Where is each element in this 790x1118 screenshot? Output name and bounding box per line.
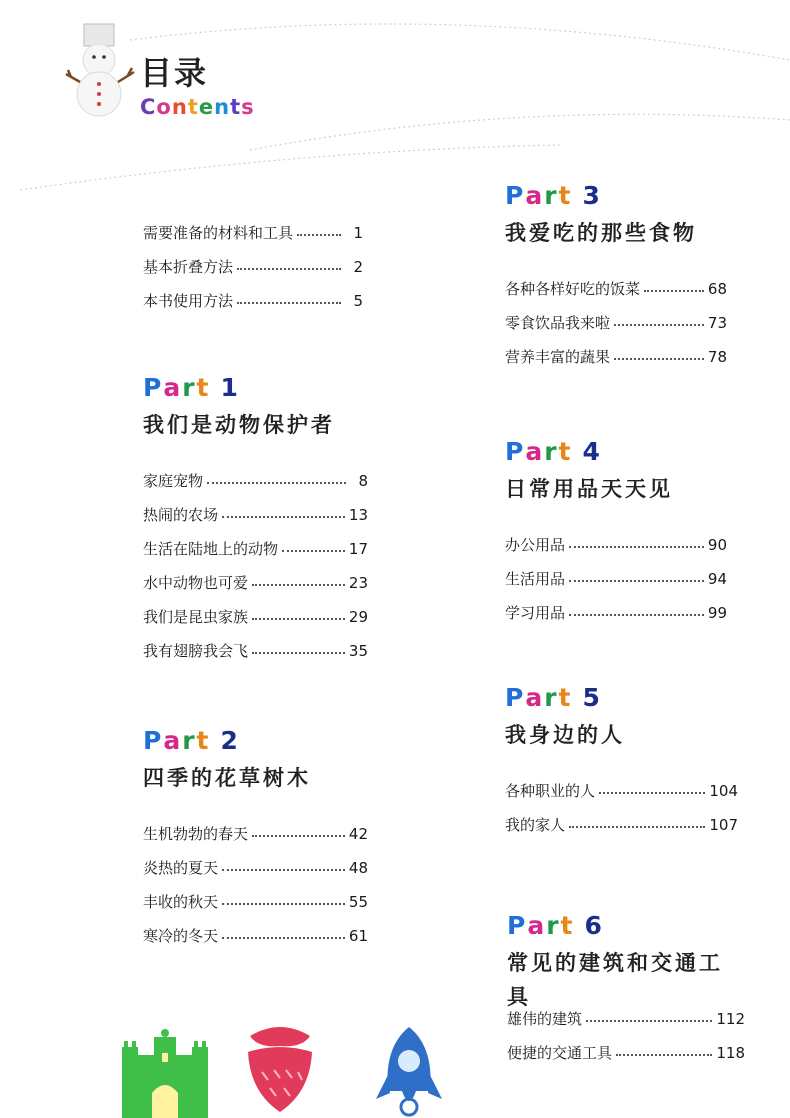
toc-leader-dots (237, 302, 341, 304)
part-label-letter: P (505, 437, 526, 466)
toc-page-number: 61 (348, 927, 368, 945)
toc-entry[interactable] (143, 600, 368, 634)
part-4-label (505, 436, 727, 468)
toc-entry-label: 寒冷的冬天 (143, 927, 219, 945)
part-4-title: 日常用品天天见 (505, 476, 673, 501)
toc-entry[interactable] (143, 532, 368, 566)
toc-entry[interactable] (143, 919, 368, 953)
toc-page-number: 73 (707, 314, 727, 332)
part-number: 1 (220, 373, 240, 402)
toc-entry[interactable] (505, 562, 727, 596)
part-1-title: 我们是动物保护者 (143, 412, 335, 437)
toc-entry-label: 丰收的秋天 (143, 893, 219, 911)
part-label-letter: t (558, 683, 573, 712)
toc-leader-dots (569, 580, 704, 582)
part-label-letter: a (525, 437, 545, 466)
part-6-section (507, 910, 745, 1070)
part-label-letter: P (505, 181, 526, 210)
part-label-letter: r (546, 911, 561, 940)
toc-entry-label: 水中动物也可爱 (143, 574, 249, 592)
toc-page-number: 13 (348, 506, 368, 524)
toc-page-number: 23 (348, 574, 368, 592)
toc-page-number: 94 (707, 570, 727, 588)
toc-leader-dots (616, 1054, 712, 1056)
toc-leader-dots (569, 826, 705, 828)
toc-entry[interactable] (143, 851, 368, 885)
part-5-section (505, 682, 738, 842)
toc-entry-label: 各种各样好吃的饭菜 (505, 280, 641, 298)
toc-entry-label: 便捷的交通工具 (507, 1044, 613, 1062)
part-2-title: 四季的花草树木 (143, 765, 311, 790)
toc-entry[interactable] (507, 1036, 745, 1070)
part-label-letter: t (558, 181, 573, 210)
toc-entry-label: 营养丰富的蔬果 (505, 348, 611, 366)
part-number: 6 (584, 911, 604, 940)
toc-leader-dots (297, 234, 341, 236)
part-label-letter: a (527, 911, 547, 940)
toc-entry[interactable] (143, 498, 368, 532)
toc-page-number: 17 (348, 540, 368, 558)
toc-page-number: 104 (709, 782, 738, 800)
part-2-label (143, 725, 368, 757)
part-label-letter: t (196, 373, 211, 402)
toc-leader-dots (644, 290, 704, 292)
toc-page-number: 35 (348, 642, 368, 660)
part-2-section (143, 725, 368, 953)
part-number: 4 (582, 437, 602, 466)
part-6-title: 常见的建筑和交通工具 (507, 950, 723, 1009)
contents-letter: n (214, 95, 231, 119)
contents-letter: e (198, 95, 215, 119)
toc-leader-dots (252, 652, 345, 654)
part-number: 5 (582, 683, 602, 712)
toc-entry-label: 各种职业的人 (505, 782, 596, 800)
toc-page-number: 55 (348, 893, 368, 911)
toc-leader-dots (222, 937, 345, 939)
part-label-letter: r (544, 437, 559, 466)
intro-toc-list (143, 216, 363, 318)
toc-entry[interactable] (143, 250, 363, 284)
toc-entry[interactable] (143, 464, 368, 498)
toc-leader-dots (599, 792, 705, 794)
toc-page-number: 5 (353, 292, 363, 310)
toc-page-number: 42 (348, 825, 368, 843)
toc-entry-label: 需要准备的材料和工具 (143, 224, 294, 242)
part-label-letter: r (544, 181, 559, 210)
toc-leader-dots (252, 835, 345, 837)
part-5-toc-list (505, 774, 738, 842)
toc-page-number: 118 (716, 1044, 745, 1062)
contents-letter: t (230, 95, 242, 119)
toc-entry-label: 炎热的夏天 (143, 859, 219, 877)
part-5-title: 我身边的人 (505, 722, 625, 747)
rocket-icon (372, 1025, 446, 1118)
part-label-letter: a (163, 726, 183, 755)
part-6-toc-list (507, 1002, 745, 1070)
contents-letter: C (140, 95, 157, 119)
toc-leader-dots (252, 618, 345, 620)
toc-leader-dots (614, 324, 704, 326)
toc-entry-label: 基本折叠方法 (143, 258, 234, 276)
toc-entry-label: 热闹的农场 (143, 506, 219, 524)
toc-entry-label: 家庭宠物 (143, 472, 204, 490)
part-label-letter: P (143, 373, 164, 402)
toc-entry[interactable] (143, 566, 368, 600)
part-label-letter: a (525, 683, 545, 712)
toc-entry[interactable] (505, 306, 727, 340)
toc-entry-label: 零食饮品我来啦 (505, 314, 611, 332)
toc-page-number: 68 (707, 280, 727, 298)
toc-entry[interactable] (143, 817, 368, 851)
part-label-letter: r (544, 683, 559, 712)
toc-entry-label: 雄伟的建筑 (507, 1010, 583, 1028)
toc-entry-label: 生机勃勃的春天 (143, 825, 249, 843)
contents-subtitle (140, 95, 255, 119)
contents-letter: t (187, 95, 199, 119)
toc-page-number: 90 (707, 536, 727, 554)
toc-entry-label: 生活在陆地上的动物 (143, 540, 279, 558)
toc-entry[interactable] (143, 885, 368, 919)
toc-entry-label: 我有翅膀我会飞 (143, 642, 249, 660)
toc-entry[interactable] (505, 596, 727, 630)
toc-leader-dots (237, 268, 341, 270)
part-number: 2 (220, 726, 240, 755)
part-1-section (143, 372, 368, 668)
toc-entry-label: 本书使用方法 (143, 292, 234, 310)
toc-leader-dots (569, 614, 704, 616)
part-3-label (505, 180, 727, 212)
part-1-label (143, 372, 368, 404)
toc-entry[interactable] (143, 216, 363, 250)
part-label-letter: t (558, 437, 573, 466)
part-6-label (507, 910, 745, 942)
toc-entry[interactable] (505, 340, 727, 374)
toc-leader-dots (282, 550, 345, 552)
toc-leader-dots (207, 482, 346, 484)
part-5-label (505, 682, 738, 714)
intro-section (143, 216, 363, 318)
toc-page-number: 112 (716, 1010, 745, 1028)
toc-entry[interactable] (505, 272, 727, 306)
toc-entry[interactable] (143, 284, 363, 318)
toc-page-number: 8 (358, 472, 368, 490)
contents-letter: o (156, 95, 172, 119)
toc-page-number: 2 (353, 258, 363, 276)
toc-entry[interactable] (505, 808, 738, 842)
part-3-toc-list (505, 272, 727, 374)
toc-page-number: 107 (709, 816, 738, 834)
toc-entry[interactable] (505, 774, 738, 808)
toc-page-number: 1 (353, 224, 363, 242)
toc-page-number: 99 (707, 604, 727, 622)
part-label-letter: a (163, 373, 183, 402)
page-title: 目录 (140, 54, 209, 92)
castle-icon (120, 1025, 210, 1118)
toc-entry-label: 办公用品 (505, 536, 566, 554)
part-label-letter: r (182, 726, 197, 755)
toc-leader-dots (222, 869, 345, 871)
contents-letter: s (241, 95, 255, 119)
toc-leader-dots (614, 358, 704, 360)
toc-entry-label: 生活用品 (505, 570, 566, 588)
toc-page-number: 78 (707, 348, 727, 366)
part-2-toc-list (143, 817, 368, 953)
toc-entry-label: 我的家人 (505, 816, 566, 834)
part-1-toc-list (143, 464, 368, 668)
part-number: 3 (582, 181, 602, 210)
part-label-letter: r (182, 373, 197, 402)
toc-entry[interactable] (507, 1002, 745, 1036)
toc-leader-dots (586, 1020, 712, 1022)
contents-letter: n (171, 95, 188, 119)
toc-page-number: 48 (348, 859, 368, 877)
toc-leader-dots (222, 516, 345, 518)
part-label-letter: a (525, 181, 545, 210)
part-4-section (505, 436, 727, 630)
part-label-letter: P (505, 683, 526, 712)
strawberry-icon (240, 1022, 320, 1116)
toc-page-number: 29 (348, 608, 368, 626)
toc-leader-dots (222, 903, 345, 905)
snowman-icon (62, 22, 142, 117)
toc-leader-dots (569, 546, 704, 548)
part-label-letter: P (143, 726, 164, 755)
part-3-section (505, 180, 727, 374)
toc-entry[interactable] (505, 528, 727, 562)
part-label-letter: t (560, 911, 575, 940)
toc-entry-label: 我们是昆虫家族 (143, 608, 249, 626)
part-label-letter: t (196, 726, 211, 755)
toc-entry-label: 学习用品 (505, 604, 566, 622)
toc-leader-dots (252, 584, 345, 586)
part-label-letter: P (507, 911, 528, 940)
part-3-title: 我爱吃的那些食物 (505, 220, 697, 245)
toc-entry[interactable] (143, 634, 368, 668)
part-4-toc-list (505, 528, 727, 630)
